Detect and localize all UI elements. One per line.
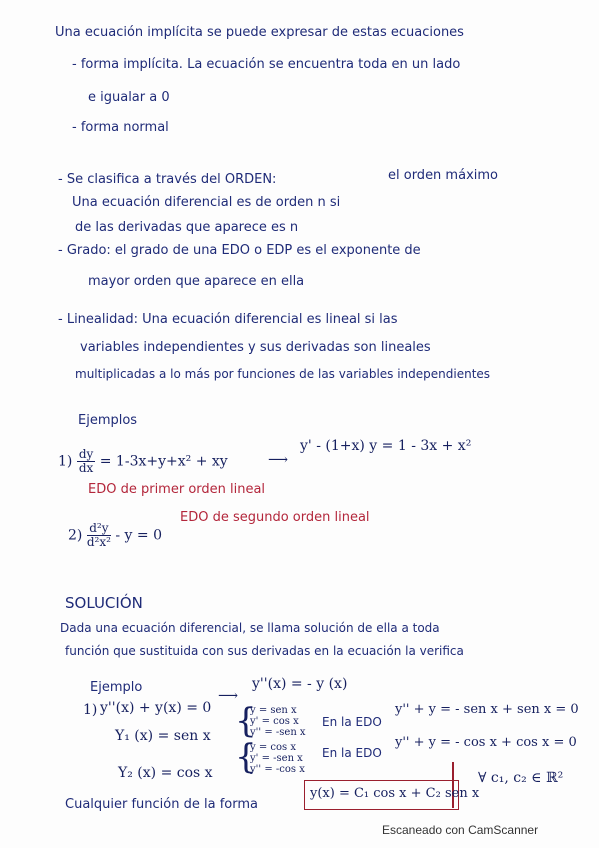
general-solution-label: Cualquier función de la forma [65, 797, 258, 812]
example-1-rhs: = 1-3x+y+x² + xy [99, 453, 228, 470]
example-2 [68, 522, 162, 549]
solucion-arrow: ⟶ [218, 688, 239, 704]
solution-y1-value: y = sen x [250, 705, 297, 716]
example-1-result: y' - (1+x) y = 1 - 3x + x² [300, 438, 472, 454]
example-1-classification: EDO de primer orden lineal [88, 482, 266, 497]
orden-heading: - Se clasifica a través del ORDEN: [58, 172, 277, 187]
intro-bullet-implicit-cont: e igualar a 0 [88, 90, 170, 105]
solution-y1-second-derivative: y'' = -sen x [250, 727, 306, 738]
solution-y2-first-derivative: y' = -sen x [250, 753, 303, 764]
solucion-definition: Dada una ecuación diferencial, se llama solución de ella a toda [60, 621, 440, 635]
linealidad-line-2: variables independientes y sus derivadas son lineales [80, 340, 431, 355]
intro-bullet-implicit: - forma implícita. La ecuación se encuentra toda en un lado [72, 57, 461, 72]
solucion-ode-normal: y''(x) = - y (x) [252, 676, 348, 692]
solucion-title: SOLUCIÓN [65, 594, 143, 612]
example-2-fraction [87, 522, 111, 549]
example-1-number: 1) [58, 453, 73, 470]
intro-bullet-normal: - forma normal [72, 120, 169, 135]
intro-line: Una ecuación implícita se puede expresar de estas ecuaciones [55, 25, 464, 40]
example-2-rhs: - y = 0 [115, 527, 162, 544]
linealidad-line-3: multiplicadas a lo más por funciones de las variables independientes [75, 367, 491, 381]
orden-line-cont: de las derivadas que aparece es n [75, 220, 299, 235]
grado-line: - Grado: el grado de una EDO o EDP es el exponente de [58, 243, 421, 258]
brace-y2: { [235, 737, 257, 777]
general-solution-quantifier: ∀ c₁, c₂ ∈ ℝ² [478, 770, 564, 786]
solution-y2-check: y'' + y = - cos x + cos x = 0 [395, 735, 577, 750]
example-1 [58, 448, 228, 475]
solution-y2: Y₂ (x) = cos x [118, 765, 213, 781]
general-solution: y(x) = C₁ cos x + C₂ sen x [310, 786, 480, 801]
example-2-numerator: d²y [89, 521, 109, 535]
ejemplos-title: Ejemplos [78, 413, 138, 428]
solucion-ode: y''(x) + y(x) = 0 [100, 700, 212, 716]
orden-line: Una ecuación diferencial es de orden n si [72, 195, 341, 210]
solution-y1-first-derivative: y' = cos x [250, 716, 299, 727]
grado-line-cont: mayor orden que aparece en ella [88, 274, 305, 289]
brace-y1: { [235, 701, 257, 741]
solution-y1-check: y'' + y = - sen x + sen x = 0 [395, 702, 579, 717]
solucion-definition-cont: función que sustituida con sus derivadas en la ecuación la verifica [65, 644, 464, 658]
solution-y2-second-derivative: y'' = -cos x [250, 764, 305, 775]
example-1-arrow: ⟶ [268, 452, 289, 468]
solution-y2-check-label: En la EDO [322, 746, 382, 760]
example-2-classification: EDO de segundo orden lineal [180, 510, 370, 525]
solution-y2-value: y = cos x [250, 742, 296, 753]
camscanner-watermark: Escaneado con CamScanner [382, 823, 539, 837]
solucion-example-title: Ejemplo [90, 680, 143, 695]
example-2-number: 2) [68, 527, 83, 544]
solucion-example-number: 1) [83, 702, 98, 718]
example-1-numerator: dy [78, 447, 94, 461]
linealidad-line: - Linealidad: Una ecuación diferencial es lineal si las [58, 312, 398, 327]
solution-y1: Y₁ (x) = sen x [115, 728, 211, 744]
solution-y1-check-label: En la EDO [322, 715, 382, 729]
example-1-fraction [77, 448, 95, 475]
example-2-denominator: d²x² [86, 535, 111, 549]
orden-heading-cont: el orden máximo [388, 168, 498, 183]
example-1-denominator: dx [78, 461, 94, 475]
